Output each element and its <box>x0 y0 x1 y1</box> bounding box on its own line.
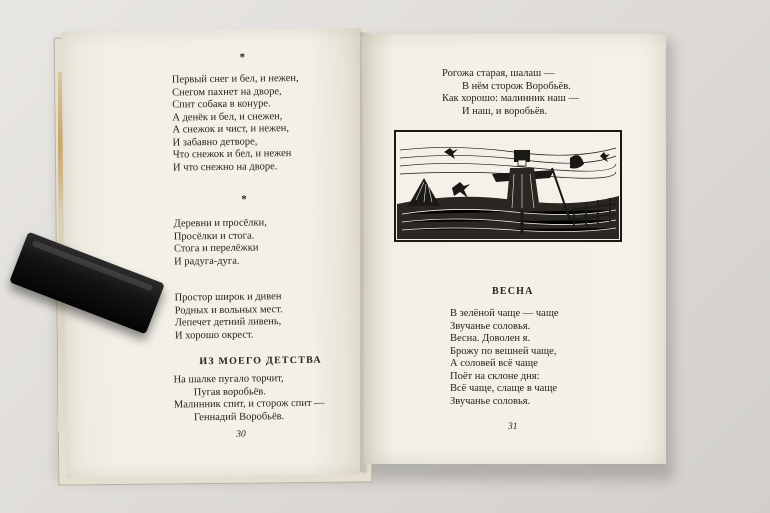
verse-line: Что снежок и бел, и нежен <box>172 148 292 161</box>
verse-line: Брожу по вешней чаще, <box>450 345 557 357</box>
verse-line: Первый снег и бел, и нежен, <box>171 72 299 86</box>
verse-line: Звучанье соловья. <box>450 395 531 407</box>
verse-line: Всё чаще, слаще в чаще <box>450 383 558 394</box>
page-number: 31 <box>508 422 518 432</box>
verse-line: Снегом пахнет на дворе, <box>171 85 282 99</box>
verse-line: А денёк и бел, и снежен, <box>172 110 283 123</box>
verse-line: Поёт на склоне дня: <box>450 370 540 382</box>
asterisk-divider: * <box>241 193 247 206</box>
stanza-first-snow <box>172 73 300 175</box>
poem-title: ВЕСНА <box>492 286 534 297</box>
verse-line: Рогожа старая, шалаш — <box>442 68 555 79</box>
stanza-expanse <box>174 291 282 342</box>
verse-line: А снежок и чист, и нежен, <box>172 123 290 136</box>
verse-line: Простор широк и дивен <box>174 291 282 304</box>
verse-line: Родных и вольных мест. <box>174 303 283 316</box>
verse-line: В зелёной чаще — чаще <box>450 308 559 319</box>
right-page <box>364 34 666 464</box>
verse-line: И хорошо окрест. <box>174 329 254 341</box>
verse-line: Стога и перелёжки <box>173 242 259 255</box>
verse-line: Лепечет детний ливень, <box>174 316 282 329</box>
stanza-hut <box>442 68 579 118</box>
verse-line: И наш, и воробьёв. <box>462 105 548 117</box>
verse-line: Деревни и просёлки, <box>173 217 267 230</box>
left-page <box>61 28 366 478</box>
verse-line: А соловей всё чаще <box>450 358 538 369</box>
verse-line: Малинник спит, и сторож спит — <box>173 397 325 411</box>
verse-line: На шалке пугало торчит, <box>173 373 284 386</box>
verse-line: Звучанье соловья. <box>450 320 531 332</box>
verse-line: Просёлки и стога. <box>173 230 255 242</box>
verse-line: И радуга-дуга. <box>174 255 240 267</box>
verse-line: И что снежно на дворе. <box>172 160 278 173</box>
scarecrow-woodcut-illustration <box>394 130 622 242</box>
verse-line: Весна. Доволен я. <box>450 333 531 344</box>
stanza-villages <box>174 217 268 268</box>
verse-line: В нём сторож Воробьёв. <box>462 80 571 92</box>
verse-line: Пугая воробьёв. <box>193 385 267 398</box>
stanza-spring <box>450 308 559 408</box>
page-number: 30 <box>236 429 246 440</box>
asterisk-divider: * <box>239 51 246 64</box>
verse-line: Геннадий Воробьёв. <box>193 410 285 423</box>
verse-line: И забавно детворе, <box>172 135 258 148</box>
stanza-childhood <box>173 373 324 425</box>
verse-line: Как хорошо: малинник наш — <box>442 93 579 104</box>
verse-line: Спит собака в конуре. <box>172 98 271 111</box>
poem-title: ИЗ МОЕГО ДЕТСТВА <box>199 354 322 368</box>
